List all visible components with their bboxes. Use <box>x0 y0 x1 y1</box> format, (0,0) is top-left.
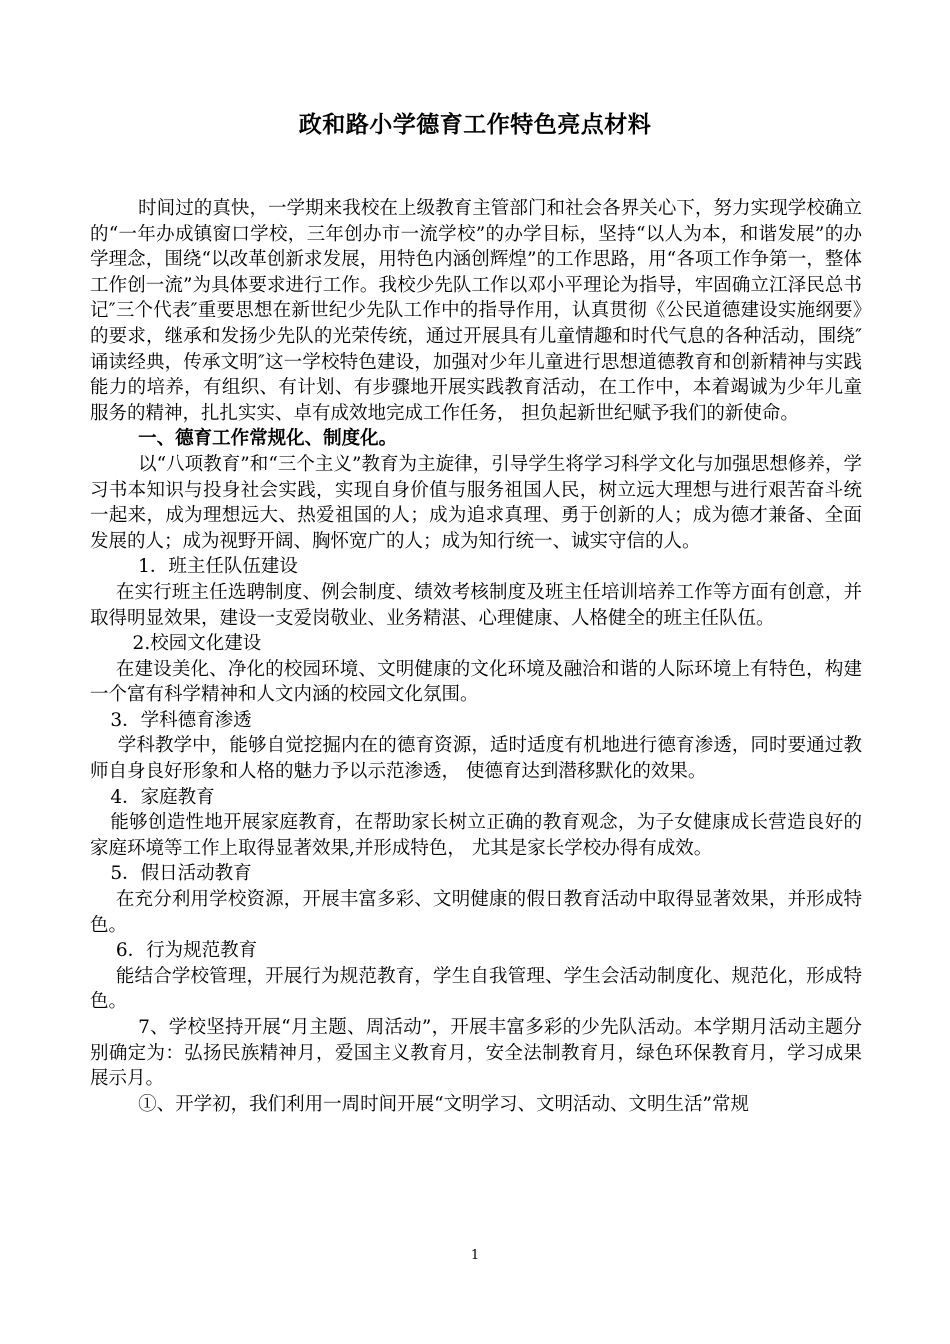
item4-heading: 4．家庭教育 <box>110 786 215 808</box>
item5-text: 在充分利用学校资源，开展丰富多彩、文明健康的假日教育活动中取得显著效果，并形成特色。 <box>90 889 862 936</box>
item7-text: 7、学校坚持开展“月主题、周活动”，开展丰富多彩的少先队活动。本学期月活动主题分别确定为：弘扬民族精神月，爱国主义教育月，安全法制教育月，绿色环保教育月，学习成果展示月。 <box>90 1017 862 1090</box>
intro-paragraph: 时间过的真快，一学期来我校在上级教育主管部门和社会各界关心下，努力实现学校确立的“一年办成镇窗口学校，三年创办市一流学校”的办学目标，坚持“以人为本，和谐发展”的办学理念，围绕“以改革创新求发展，用特色内涵创辉煌”的工作思路，用“各项工作争第一，整体工作创一流”为具体要求进行工作。我校少先队工作以邓小平理论为指导，牢固确立江泽民总书记″三个代表″重要思想在新世纪少先队工作中的指导作用，认真贯彻《公民道德建设实施纲要》的要求，继承和发扬少先队的光荣传统，通过开展具有儿童情趣和时代气息的各种活动，围绕″诵读经典，传承文明″这一学校特色建设，加强对少年儿童进行思想道德教育和创新精神与实践能力的培养，有组织、有计划、有步骤地开展实践教育活动，在工作中，本着竭诚为少年儿童服务的精神，扎扎实实、卓有成效地完成工作任务， 担负起新世纪赋予我们的新使命。 <box>90 198 862 424</box>
section1-intro-paragraph: 以“八项教育”和“三个主义”教育为主旋律，引导学生将学习科学文化与加强思想修养，学习书本知识与投身社会实践，实现自身价值与服务祖国人民，树立远大理想与进行艰苦奋斗统一起来，成为理想远大、热爱祖国的人；成为追求真理、勇于创新的人；成为德才兼备、全面发展的人；成为视野开阔、胸怀宽广的人；成为知行统一、诚实守信的人。 <box>90 453 862 552</box>
item2-text: 在建设美化、净化的校园环境、文明健康的文化环境及融洽和谐的人际环境上有特色，构建一个富有科学精神和人文内涵的校园文化氛围。 <box>90 658 862 706</box>
item2-heading: 2.校园文化建设 <box>132 633 262 655</box>
item3-heading: 3．学科德育渗透 <box>110 709 252 731</box>
item3-text: 学科教学中，能够自觉挖掘内在的德育资源，适时适度有机地进行德育渗透，同时要通过教师自身良好形象和人格的魅力予以示范渗透， 使德育达到潜移默化的效果。 <box>90 735 862 783</box>
item4-text: 能够创造性地开展家庭教育，在帮助家长树立正确的教育观念，为子女健康成长营造良好的家庭环境等工作上取得显著效果,并形成特色， 尤其是家长学校办得有成效。 <box>90 812 862 859</box>
document-body <box>90 196 862 1117</box>
item6-heading: 6．行为规范教育 <box>115 940 258 962</box>
item1-heading: 1．班主任队伍建设 <box>138 556 298 578</box>
section1-heading: 一、德育工作常规化、制度化。 <box>138 428 398 450</box>
item1-text: 在实行班主任选聘制度、例会制度、绩效考核制度及班主任培训培养工作等方面有创意，并取得明显效果，建设一支爱岗敬业、业务精湛、心理健康、人格健全的班主任队伍。 <box>90 581 862 629</box>
page-number: 1 <box>470 1248 480 1263</box>
item5-heading: 5．假日活动教育 <box>110 863 252 885</box>
item6-text: 能结合学校管理，开展行为规范教育，学生自我管理、学生会活动制度化、规范化，形成特色。 <box>90 965 862 1013</box>
document-title: 政和路小学德育工作特色亮点材料 <box>298 112 652 138</box>
item7-sub1-text: ①、开学初，我们利用一周时间开展“文明学习、文明活动、文明生活”常规 <box>138 1093 750 1115</box>
